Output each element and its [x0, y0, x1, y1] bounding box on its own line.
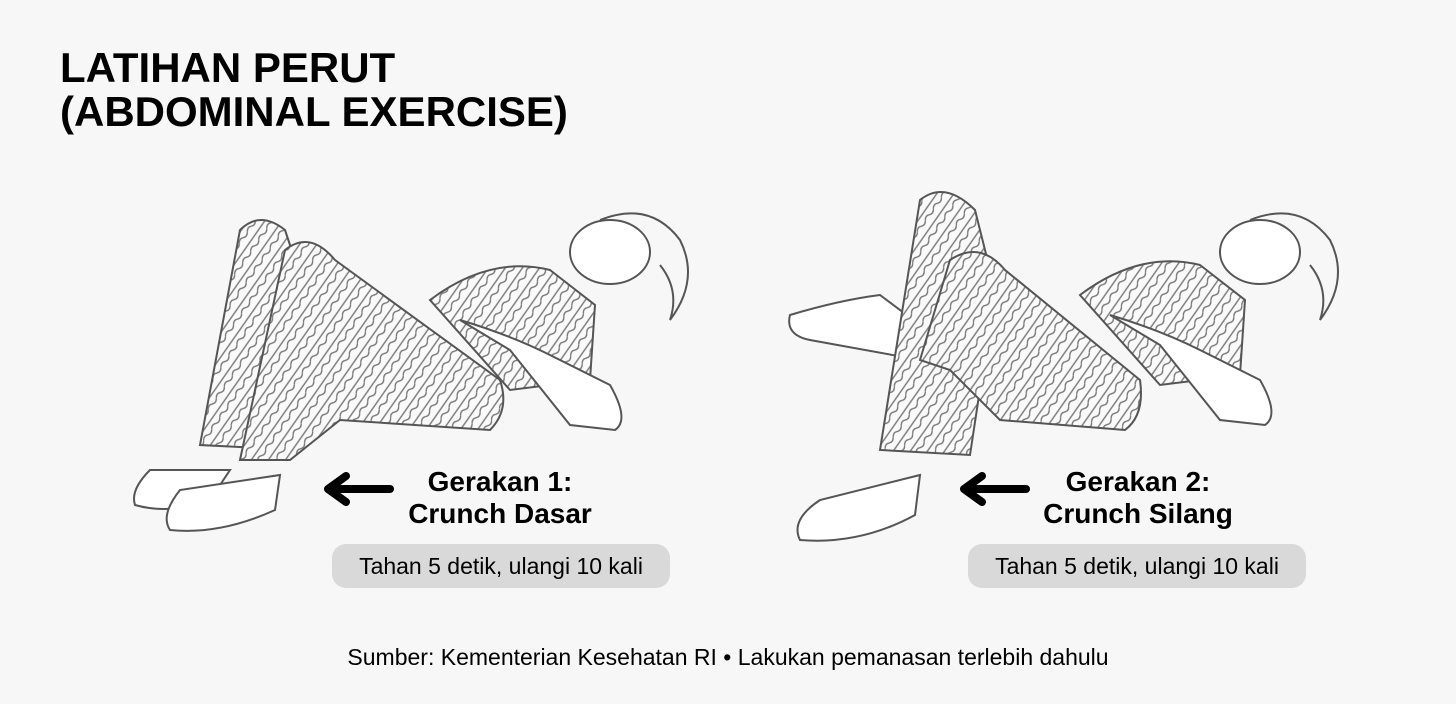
exercise-1-label: [380, 466, 620, 530]
exercise-2-name: Crunch Silang: [1043, 498, 1233, 529]
exercise-2-label: [1018, 466, 1258, 530]
exercise-2-instruction-badge: Tahan 5 detik, ulangi 10 kali: [968, 544, 1306, 588]
source-footnote: Sumber: Kementerian Kesehatan RI • Lakukan pemanasan terlebih dahulu: [347, 644, 1109, 670]
title-line-2: (ABDOMINAL EXERCISE): [60, 88, 568, 135]
exercise-1-name: Crunch Dasar: [408, 498, 592, 529]
page-title: [60, 46, 568, 134]
exercise-2-heading: Gerakan 2:: [1065, 466, 1211, 497]
exercise-1-heading: Gerakan 1:: [427, 466, 573, 497]
title-line-1: LATIHAN PERUT: [60, 44, 396, 91]
exercise-1-instruction-badge: Tahan 5 detik, ulangi 10 kali: [332, 544, 670, 588]
